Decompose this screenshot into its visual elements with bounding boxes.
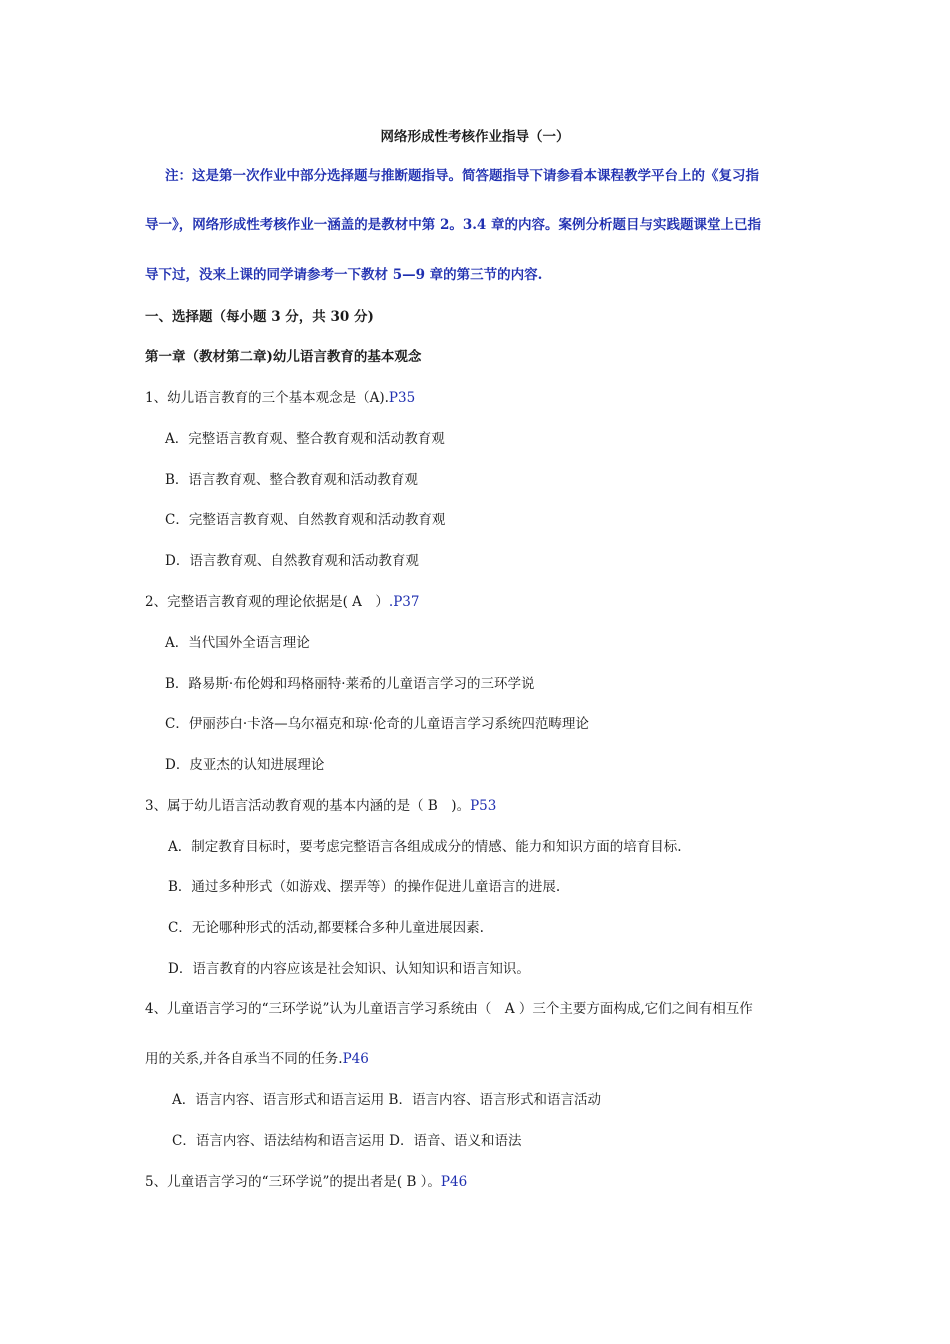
chapter-heading: 第一章（教材第二章)幼儿语言教育的基本观念 xyxy=(145,349,422,365)
question-4-options-cd: C．语言内容、语法结构和语言运用 D．语音、语义和语法 xyxy=(172,1133,522,1149)
question-5-text: 5、儿童语言学习的“三环学说”的提出者是( B ）。 xyxy=(145,1174,441,1190)
question-3-option-d: D．语言教育的内容应该是社会知识、认知知识和语言知识。 xyxy=(168,961,530,977)
question-1-option-c: C．完整语言教育观、自然教育观和活动教育观 xyxy=(165,512,446,528)
question-1-stem xyxy=(145,388,415,408)
question-3-option-b: B．通过多种形式（如游戏、摆弄等）的操作促进儿童语言的进展. xyxy=(168,879,561,895)
question-1-text: 1、幼儿语言教育的三个基本观念是（A). xyxy=(145,390,389,406)
note-line-2: 导一》，网络形成性考核作业一涵盖的是教材中第 2。3.4 章的内容。案例分析题目与实践题课堂上已指 xyxy=(145,217,762,233)
note-line-3: 导下过，没来上课的同学请参考一下教材 5—9 章的第三节的内容. xyxy=(145,267,543,283)
question-2-option-d: D．皮亚杰的认知进展理论 xyxy=(165,757,325,773)
question-5-stem xyxy=(145,1172,467,1192)
question-2-option-b: B．路易斯·布伦姆和玛格丽特·莱希的儿童语言学习的三环学说 xyxy=(165,676,535,692)
question-4-options-ab: A．语言内容、语言形式和语言运用 B．语言内容、语言形式和语言活动 xyxy=(172,1092,601,1108)
document-title: 网络形成性考核作业指导（一） xyxy=(380,129,570,145)
question-2-option-c: C．伊丽莎白·卡洛—乌尔福克和琼·伦奇的儿童语言学习系统四范畴理论 xyxy=(165,716,589,732)
question-1-page-ref: P35 xyxy=(388,390,416,406)
question-5-page-ref: P46 xyxy=(440,1174,468,1190)
question-2-option-a: A．当代国外全语言理论 xyxy=(165,635,310,651)
question-3-stem xyxy=(145,796,496,816)
question-2-text: 2、完整语言教育观的理论依据是( A ） xyxy=(145,594,389,610)
question-4-page-ref: P46 xyxy=(342,1051,369,1067)
section-heading: 一、选择题（每小题 3 分，共 30 分) xyxy=(145,309,374,325)
question-3-page-ref: P53 xyxy=(470,798,497,814)
question-3-option-c: C．无论哪种形式的活动,都要糅合多种儿童进展因素. xyxy=(168,920,484,936)
question-3-option-a: A．制定教育目标时，要考虑完整语言各组成成分的情感、能力和知识方面的培育目标. xyxy=(168,839,682,855)
question-1-option-d: D．语言教育观、自然教育观和活动教育观 xyxy=(165,553,419,569)
question-3-text: 3、属于幼儿语言活动教育观的基本内涵的是（ B )。 xyxy=(145,798,471,814)
question-1-option-b: B．语言教育观、整合教育观和活动教育观 xyxy=(165,472,418,488)
question-1-option-a: A．完整语言教育观、整合教育观和活动教育观 xyxy=(165,431,445,447)
question-4-stem-line-1: 4、儿童语言学习的“三环学说”认为儿童语言学习系统由（ A ）三个主要方面构成,它们之间有相互作 xyxy=(145,1001,753,1017)
note-line-1: 注：这是第一次作业中部分选择题与推断题指导。简答题指导下请参看本课程教学平台上的《复习指 xyxy=(165,168,759,184)
question-2-page-ref: .P37 xyxy=(388,594,420,610)
question-4-text: 用的关系,并各自承当不同的任务. xyxy=(145,1051,343,1067)
question-4-stem-line-2 xyxy=(145,1049,369,1069)
question-2-stem xyxy=(145,592,419,612)
